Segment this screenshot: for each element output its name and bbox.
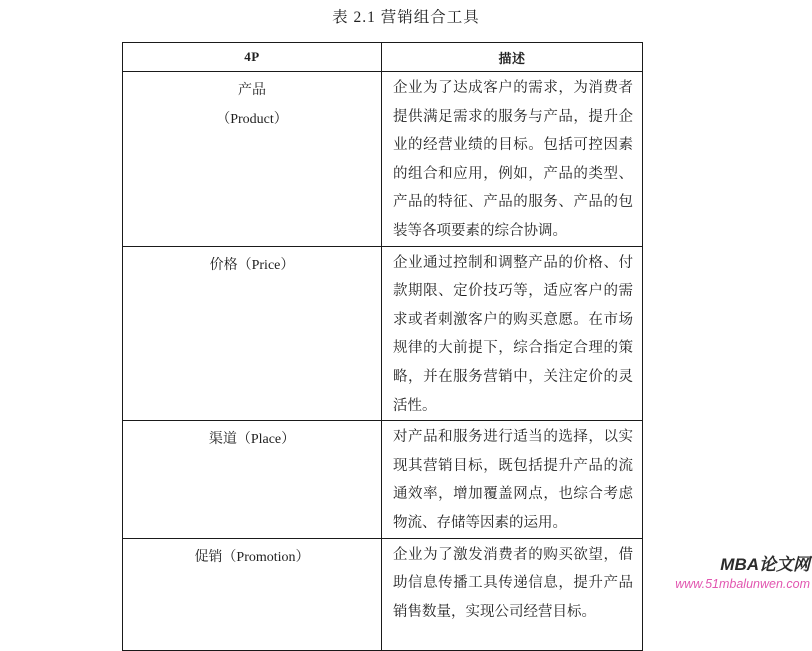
table-header-row	[123, 43, 643, 72]
tool-cell-product	[123, 72, 382, 247]
table-row	[123, 246, 643, 421]
description-cell-place: 对产品和服务进行适当的选择，以实现其营销目标，既包括提升产品的流通效率，增加覆盖网点，也综合考虑物流、存储等因素的运用。	[382, 421, 643, 538]
table-row	[123, 72, 643, 247]
tool-cell-promotion	[123, 538, 382, 650]
site-watermark	[675, 554, 810, 593]
description-cell-price: 企业通过控制和调整产品的价格、付款期限、定价技巧等，适应客户的需求或者刺激客户的购买意愿。在市场规律的大前提下，综合指定合理的策略，并在服务营销中，关注定价的灵活性。	[382, 246, 643, 421]
table-row	[123, 538, 643, 650]
marketing-mix-table	[122, 42, 643, 651]
tool-cell-price	[123, 246, 382, 421]
tool-cell-place	[123, 421, 382, 538]
tool-label-promotion: 促销（Promotion）	[194, 549, 310, 565]
description-cell-product: 企业为了达成客户的需求，为消费者提供满足需求的服务与产品，提升企业的经营业绩的目标。包括可控因素的组合和应用，例如，产品的类型、产品的特征、产品的服务、产品的包装等各项要素的综合协调。	[382, 72, 643, 247]
tool-label-place: 渠道（Place）	[208, 432, 296, 448]
tool-label-product-cn: 产品	[238, 83, 266, 98]
column-header-description: 描述	[382, 43, 643, 72]
table-row	[123, 421, 643, 538]
description-cell-promotion: 企业为了激发消费者的购买欲望，借助信息传播工具传递信息，提升产品销售数量，实现公司经营目标。	[382, 538, 643, 650]
tool-label-price: 价格（Price）	[209, 257, 295, 273]
watermark-site-name: MBA论文网	[720, 555, 810, 574]
watermark-site-url: www.51mbalunwen.com	[675, 577, 810, 592]
column-header-4p: 4P	[123, 43, 382, 72]
page-title: 表 2.1 营销组合工具	[332, 9, 480, 26]
tool-label-product-en: （Product）	[216, 111, 288, 127]
